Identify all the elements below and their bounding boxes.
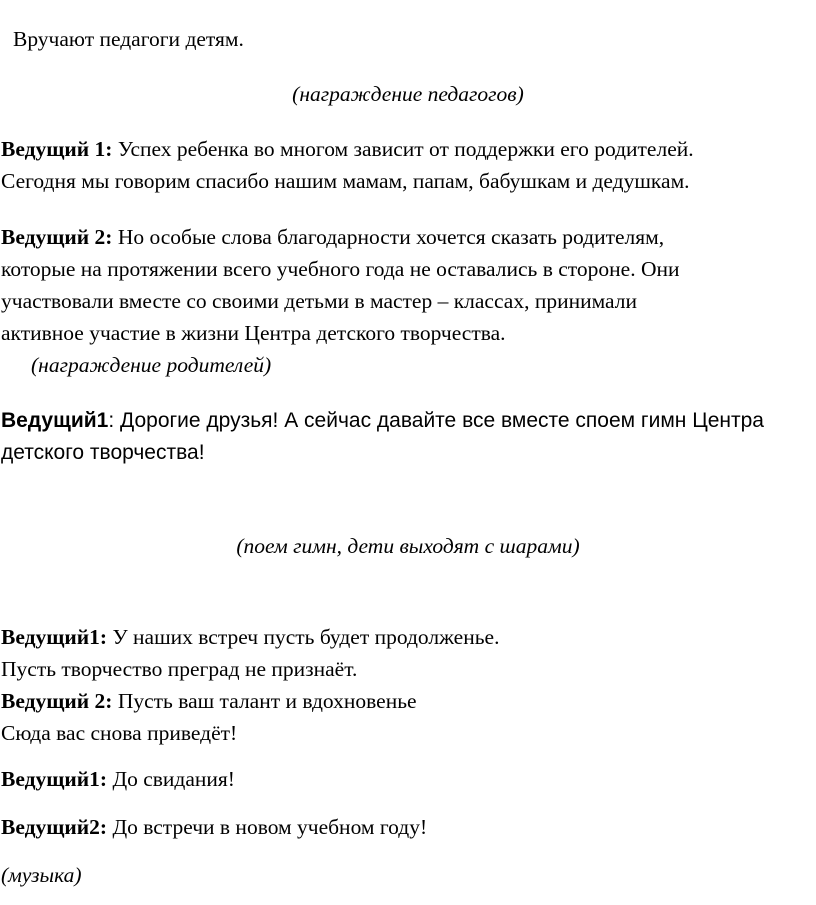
- line-text: До встречи в новом учебном году!: [107, 815, 428, 839]
- line-text: До свидания!: [107, 767, 235, 791]
- stage-note-music: (музыка): [1, 863, 82, 887]
- stage-note-parents-award: (награждение родителей): [31, 353, 272, 377]
- speaker-label: Ведущий1:: [1, 767, 108, 791]
- speaker-label: Ведущий1: [1, 409, 109, 432]
- speaker-label: Ведущий2:: [1, 815, 108, 839]
- poem-line-2: Пусть творчество преград не признаёт.: [1, 657, 358, 681]
- speaker-label: Ведущий 2:: [1, 689, 113, 713]
- farewell-line-2: [1, 812, 427, 842]
- farewell-line-1: [1, 764, 235, 794]
- poem-line-1: [1, 622, 499, 652]
- poem-line-3: [1, 686, 417, 716]
- speaker-label: Ведущий 1:: [1, 137, 113, 161]
- poem-line-4: Сюда вас снова приведёт!: [1, 721, 238, 745]
- host1-anthem-line-2: детского творчества!: [1, 441, 205, 464]
- line-text: Пусть ваш талант и вдохновенье: [112, 689, 417, 713]
- host2-line-1: [1, 222, 664, 252]
- intro-line: Вручают педагоги детям.: [13, 27, 244, 51]
- host2-line-2: которые на протяжении всего учебного года не оставались в стороне. Они: [1, 257, 680, 281]
- line-text: Но особые слова благодарности хочется сказать родителям,: [112, 225, 665, 249]
- line-text: Успех ребенка во многом зависит от поддержки его родителей.: [112, 137, 694, 161]
- stage-note-anthem: (поем гимн, дети выходят с шарами): [236, 534, 580, 558]
- host2-line-3: участвовали вместе со своими детьми в мастер – классах, принимали: [1, 289, 638, 313]
- speaker-label: Ведущий1:: [1, 625, 108, 649]
- speaker-label: Ведущий 2:: [1, 225, 113, 249]
- stage-note-teachers-award: (награждение педагогов): [292, 82, 524, 106]
- host1-line-1: [1, 134, 694, 164]
- line-text: : Дорогие друзья! А сейчас давайте все вместе споем гимн Центра: [108, 409, 764, 432]
- host1-line-2: Сегодня мы говорим спасибо нашим мамам, папам, бабушкам и дедушкам.: [1, 169, 690, 193]
- line-text: У наших встреч пусть будет продолженье.: [107, 625, 500, 649]
- host2-line-4: активное участие в жизни Центра детского творчества.: [1, 321, 506, 345]
- host1-anthem-line-1: [1, 406, 764, 436]
